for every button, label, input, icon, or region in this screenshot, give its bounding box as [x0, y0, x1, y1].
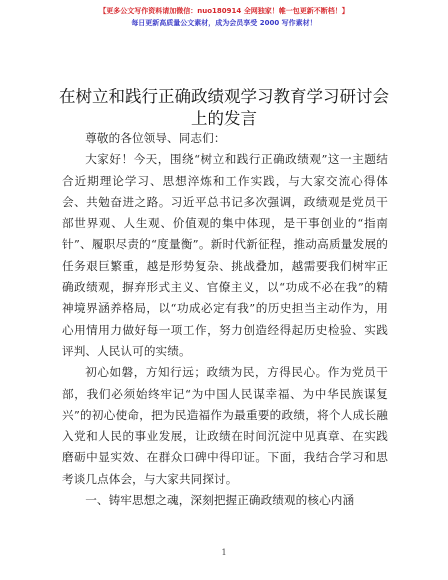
document-title: [0, 86, 448, 130]
body-paragraph-2: 初心如磐，方知行远；政绩为民，方得民心。作为党员干部，我们必须始终牢记“为中国人民谋幸福、为中华民族谋复兴”的初心使命，把为民造福作为最重要的政绩，将个人成长融入党和人民的事业发展，让政绩在时间沉淀中见真章、在实践磨砺中显实效、在群众口碑中得印证。下面，我结合学习和思考谈几点体会，与大家共同探讨。: [62, 365, 388, 486]
document-body: [62, 128, 388, 511]
document-title-line-1: 在树立和践行正确政绩观学习教育学习研讨会: [59, 87, 389, 106]
salutation: 尊敬的各位领导、同志们：: [85, 131, 226, 145]
page-number: 1: [221, 548, 227, 557]
promo-banner-line-2: 每日更新高质量公文素材，成为会员享受 2000 写作素材！: [131, 19, 317, 27]
document-title-line-2: 上的发言: [191, 109, 257, 128]
promo-banner-line-1: 【更多公文写作资料请加微信：nuo180914 全网独家！帷一包更新不断档！】: [99, 7, 349, 15]
section-heading-1: 一、铸牢思想之魂，深刻把握正确政绩观的核心内涵: [85, 493, 355, 508]
body-paragraph-1: 大家好！今天，围绕“树立和践行正确政绩观”这一主题结合近期理论学习、思想淬炼和工作实践，与大家交流心得体会、共勉奋进之路。习近平总书记多次强调，政绩观是党员干部世界观、人生观、价值观的集中体现，是干事创业的“指南针”、履职尽责的“度量衡”。新时代新征程，推动高质量发展的任务艰巨繁重，越是形势复杂、挑战叠加，越需要我们树牢正确政绩观，摒弃形式主义、官僚主义，以“功成不必在我”的精神境界涵养格局，以“功成必定有我”的历史担当主动作为，用心用情用力做好每一项工作，努力创造经得起历史检验、实践评判、人民认可的实绩。: [62, 152, 388, 358]
